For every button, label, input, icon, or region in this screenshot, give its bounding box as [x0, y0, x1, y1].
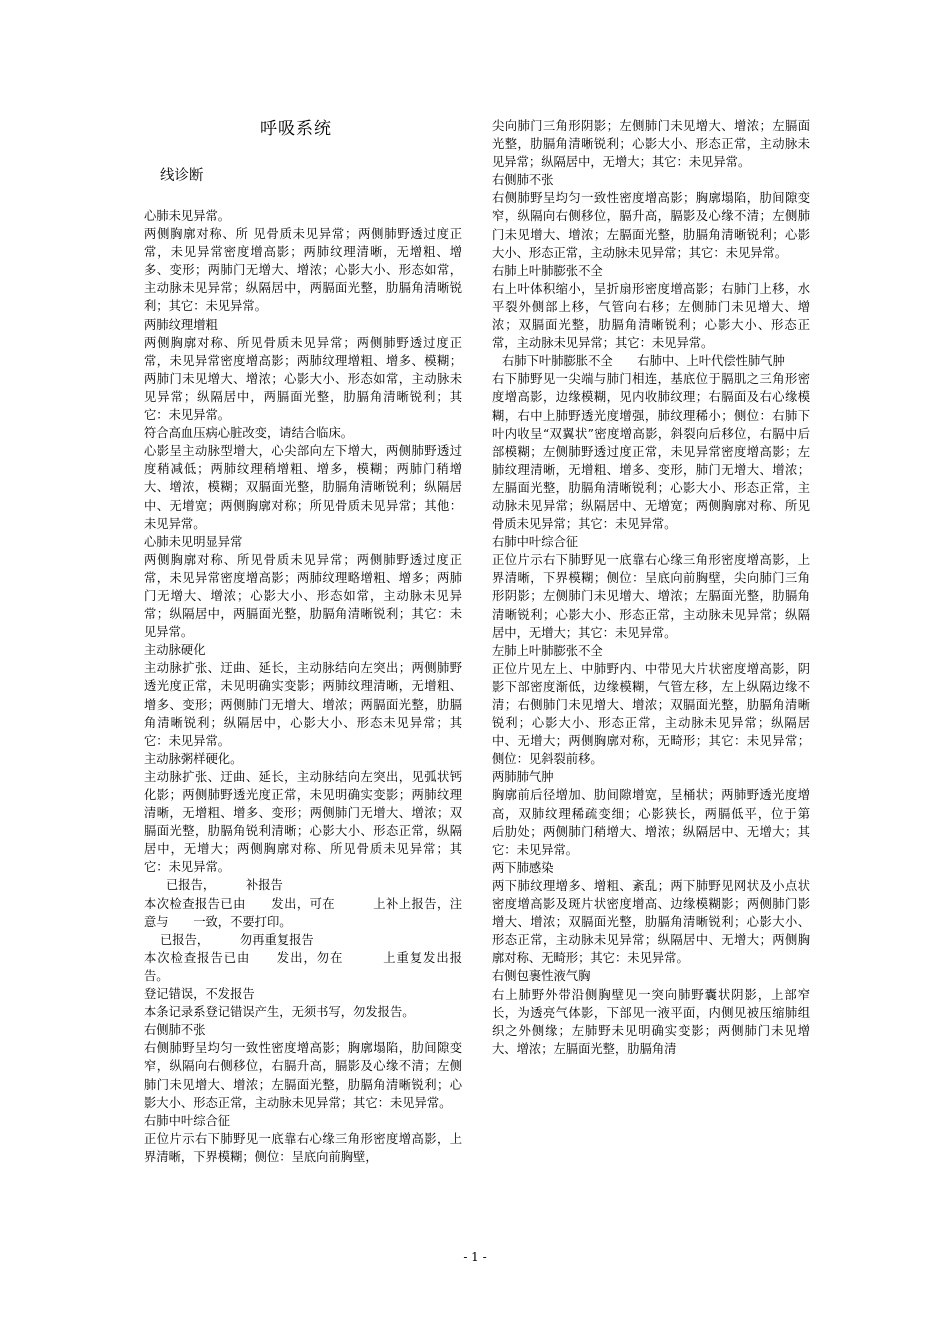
page-number: - 1 -	[463, 1250, 487, 1264]
section-heading: 登记错误，不发报告	[144, 987, 255, 1002]
section-heading: 已报告， 勿再重复报告	[160, 932, 314, 947]
section-heading: 右肺下叶肺膨胀不全 右肺中、上叶代偿性肺气肿	[502, 354, 785, 369]
section-heading: 左肺上叶肺膨张不全	[492, 643, 603, 658]
paragraph: 正位片见左上、中肺野内、中带见大片状密度增高影，阴影下部密度渐低，边缘模糊，气管左移，左上纵隔边缘不清；右侧肺门未见增大、增浓；双膈面光整，肋膈角清晰锐利；心影大小、形态正常，主动脉未见异常；纵隔居中、无增大；两侧胸廓对称，无畸形；其它：未见异常；侧位：见斜裂前移。	[492, 661, 810, 767]
paragraph: 右侧肺野呈均匀一致性密度增高影；胸廓塌陷，肋间隙变窄，纵隔向右侧移位，右膈升高，膈影及心缘不清；左侧肺门未见增大、增浓；左膈面光整，肋膈角清晰锐利；心影大小、形态正常，主动脉未见异常；其它：未见异常。	[144, 1041, 462, 1110]
section-heading: 右侧肺不张	[492, 173, 554, 188]
paragraph: 两侧胸廓对称、所见骨质未见异常；两侧肺野透过度正常，未见异常密度增高影；两肺纹理略增粗、增多；两肺门无增大、增浓；心影大小、形态如常，主动脉未见异常；纵隔居中，两膈面光整，肋膈角清晰锐利；其它：未见异常。	[144, 552, 462, 640]
right-column	[492, 117, 835, 1058]
paragraph: 符合高血压病心脏改变，请结合临床。	[144, 426, 354, 441]
paragraph: 胸廓前后径增加、肋间隙增宽，呈桶状；两肺野透光度增高，双肺纹理稀疏变细；心影狭长，两膈低平，位于第 后肋处；两侧肺门稍增大、增浓；纵隔居中、无增大；其它：未见异常。	[492, 788, 835, 857]
paragraph: 正位片示右下肺野见一底靠右心缘三角形密度增高影，上界清晰，下界模糊；侧位：呈底向前胸壁，	[144, 1131, 462, 1164]
section-subtitle: 线诊断	[160, 168, 204, 184]
paragraph: 正位片示右下肺野见一底靠右心缘三角形密度增高影，上界清晰，下界模糊；侧位：呈底向前胸壁，尖向肺门三角形阴影；左侧肺门未见增大、增浓；左膈面光整，肋膈角清晰锐利；心影大小、形态正常，主动脉未见异常；纵隔居中，无增大；其它：未见异常。	[492, 553, 810, 640]
paragraph: 右上叶体积缩小，呈折扇形密度增高影；右肺门上移，水平裂外侧部上移，气管向右移；左侧肺门未见增大、增浓；双膈面光整，肋膈角清晰锐利；心影大小、形态正常，主动脉未见异常；其它：未见异常。	[492, 281, 810, 351]
section-heading: 两下肺感染	[492, 860, 554, 875]
paragraph: 本条记录系登记错误产生，无须书写，勿发报告。	[144, 1005, 415, 1020]
paragraph: 右侧肺野呈均匀一致性密度增高影；胸廓塌陷，肋间隙变窄，纵隔向右侧移位，膈升高，膈影及心缘不清；左侧肺门未见增大、增浓；左膈面光整，肋膈角清晰锐利；心影大小、形态正常，主动脉未见异常；其它：未见异常。	[492, 191, 810, 260]
paragraph: 主动脉扩张、迂曲、延长，主动脉结向左突出；两侧肺野透光度正常，未见明确实变影；两肺纹理清晰，无增粗、增多、变形；两侧肺门无增大、增浓；两膈面光整，肋膈角清晰锐利；纵隔居中，心影大小、形态未见异常；其它：未见异常。	[144, 661, 462, 748]
paragraph: 本次检查报告已由 发出，可在 上补上报告，注意与 一致，不要打印。	[144, 896, 462, 929]
paragraph: 两下肺纹理增多、增粗、紊乱；两下肺野见网状及小点状密度增高影及斑片状密度增高、边缘模糊影；两侧肺门影增大、增浓；双膈面光整，肋膈角清晰锐利；心影大小、形态正常，主动脉未见异常；纵隔居中、无增大；两侧胸廓对称、无畸形；其它：未见异常。	[492, 878, 810, 966]
section-heading: 右侧包裹性液气胸	[492, 969, 591, 984]
page-title: 呼吸系统	[260, 119, 332, 139]
section-heading: 右侧肺不张	[144, 1023, 206, 1038]
paragraph: 本次检查报告已由 发出，勿在 上重复发出报告。	[144, 950, 462, 983]
paragraph: 主动脉扩张、迂曲、延长，主动脉结向左突出，见弧状钙化影；两侧肺野透光度正常，未见明确实变影；两肺纹理清晰，无增粗、增多、变形；两侧肺门无增大、增浓；双膈面光整，肋膈角锐利清晰；心影大小、形态正常，纵隔居中，无增大；两侧胸廓对称、所见骨质未见异常；其它：未见异常。	[144, 769, 462, 875]
paragraph: 心肺未见异常。	[144, 209, 231, 223]
paragraph: 心影呈主动脉型增大，心尖部向左下增大，两侧肺野透过度稍减低；两肺纹理稍增粗、增多，模糊；两肺门稍增大、增浓，模糊；双膈面光整，肋膈角清晰锐利；纵隔居中、无增宽；两侧胸廓对称；所见骨质未见异常；其他：未见异常。	[144, 444, 462, 531]
paragraph: 尖向肺门三角形阴影；左侧肺门未见增大、增浓；左膈面光整，肋膈角清晰锐利；心影大小、形态正常，主动脉未见异常；纵隔居中，无增大；其它：未见异常。	[492, 119, 810, 170]
section-heading: 右肺中叶综合征	[492, 535, 579, 550]
section-heading: 两肺肺气肿	[492, 770, 554, 785]
paragraph: 右下肺野见一尖端与肺门相连，基底位于膈肌之三角形密度增高影，边缘模糊，见内收肺纹理；右膈面及右心缘模糊，右中上肺野透光度增强，肺纹理稀小；侧位：右肺下叶内收呈“双翼状”密度增高影，斜裂向后移位，右膈中后部模糊；左侧肺野透过度正常，未见异常密度增高影；左肺纹理清晰，无增粗、增多、变形，肺门无增大、增浓；左膈面光整，肋膈角清晰锐利；心影大小、形态正常，主动脉未见异常；纵隔居中、无增宽；两侧胸廓对称、所见骨质未见异常；其它：未见异常。	[492, 372, 810, 532]
section-heading: 主动脉粥样硬化。	[144, 751, 243, 766]
paragraph: 右上肺野外带沿侧胸壁见一突向肺野囊状阴影，上部窄长，为透亮气体影，下部见一液平面，内侧见被压缩肺组织之外侧缘；左肺野未见明确实变影；两侧肺门未见增大、增浓；左膈面光整，肋膈角清	[492, 987, 810, 1056]
section-heading: 心肺未见明显异常	[144, 534, 243, 549]
paragraph: 两侧胸廓对称、所见骨质未见异常；两侧肺野透过度正常，未见异常密度增高影；两肺纹理增粗、增多、模糊；两肺门未见增大、增浓；心影大小、形态如常，主动脉未见异常；纵隔居中，两膈面光整，肋膈角清晰锐利；其它：未见异常。	[144, 335, 462, 423]
section-heading: 已报告， 补报告	[166, 878, 283, 893]
section-heading: 右肺上叶肺膨张不全	[492, 263, 603, 278]
section-heading: 主动脉硬化	[144, 643, 206, 658]
section-heading: 右肺中叶综合征	[144, 1113, 231, 1128]
left-column	[144, 207, 462, 1166]
paragraph: 两侧胸廓对称、所 见骨质未见异常；两侧肺野透过度正常，未见异常密度增高影；两肺纹理清晰，无增粗、增多、变形；两肺门无增大、增浓；心影大小、形态如常，主动脉未见异常；纵隔居中，两膈面光整，肋膈角清晰锐利；其它：未见异常。	[144, 227, 462, 314]
section-heading: 两肺纹理增粗	[144, 317, 218, 332]
